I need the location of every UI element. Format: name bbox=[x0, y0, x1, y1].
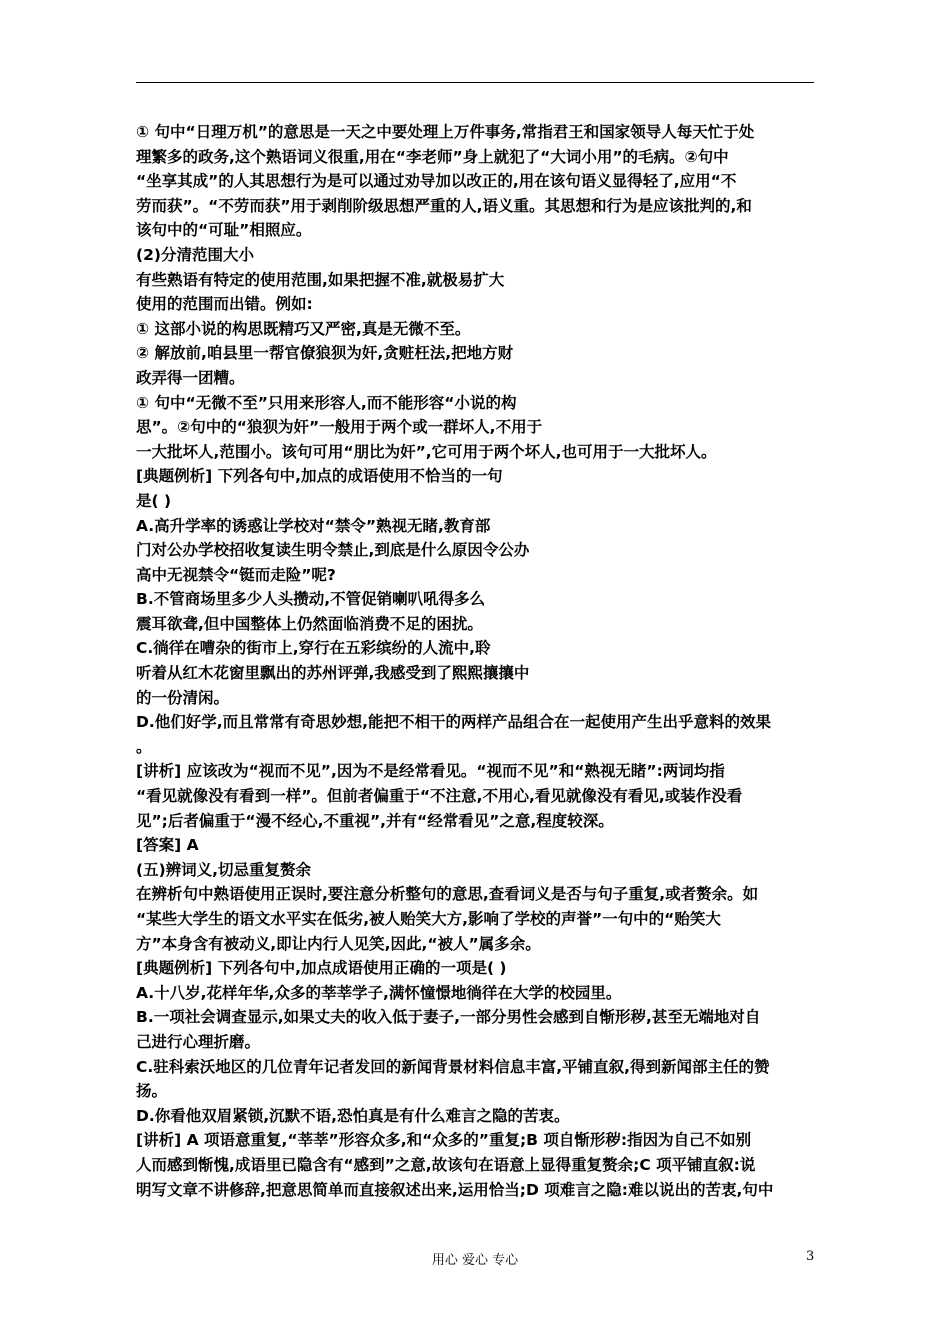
text-line: ① 这部小说的构思既精巧又严密,真是无微不至。 bbox=[136, 319, 471, 338]
text-line: [典题例析] 下列各句中,加点成语使用正确的一项是( ) bbox=[136, 959, 507, 978]
document-body bbox=[136, 120, 816, 1202]
text-line: B.不管商场里多少人头攒动,不管促销喇叭吼得多么 bbox=[136, 590, 486, 609]
text-line: 方”本身含有被动义,即让内行人见笑,因此,“被人”属多余。 bbox=[136, 934, 541, 953]
text-line: 劳而获”。“不劳而获”用于剥削阶级思想严重的人,语义重。其思想和行为是应该批判的,和 bbox=[136, 196, 752, 215]
text-line: 思”。②句中的“狼狈为奸”一般用于两个或一群坏人,不用于 bbox=[136, 418, 543, 437]
text-line: 明写文章不讲修辞,把意思简单而直接叙述出来,运用恰当;D 项难言之隐:难以说出的苦衷,句中 bbox=[136, 1180, 774, 1199]
text-line: 的一份清闲。 bbox=[136, 688, 230, 707]
text-line: 见”;后者偏重于“漫不经心,不重视”,并有“经常看见”之意,程度较深。 bbox=[136, 811, 614, 830]
text-line: 。 bbox=[136, 737, 152, 756]
text-line: 高中无视禁令“铤而走险”呢? bbox=[136, 565, 336, 584]
text-line: C.驻科索沃地区的几位青年记者发回的新闻背景材料信息丰富,平铺直叙,得到新闻部主任的赞 bbox=[136, 1057, 770, 1076]
text-line: 己进行心理折磨。 bbox=[136, 1032, 261, 1051]
text-line: 理繁多的政务,这个熟语词义很重,用在“李老师”身上就犯了“大词小用”的毛病。②句中 bbox=[136, 147, 729, 166]
text-line: 人而感到惭愧,成语里已隐含有“感到”之意,故该句在语意上显得重复赘余;C 项平铺直叙:说 bbox=[136, 1155, 756, 1174]
text-line: “某些大学生的语文水平实在低劣,被人贻笑大方,影响了学校的声誉”一句中的“贻笑大 bbox=[136, 910, 721, 928]
header-rule bbox=[136, 82, 814, 83]
text-line: 使用的范围而出错。例如: bbox=[136, 295, 313, 314]
text-line: A.高升学率的诱惑让学校对“禁令”熟视无睹,教育部 bbox=[136, 516, 491, 535]
text-line: 是( ) bbox=[136, 491, 172, 510]
text-line: [典题例析] 下列各句中,加点的成语使用不恰当的一句 bbox=[136, 467, 503, 486]
text-line: C.徜徉在嘈杂的街市上,穿行在五彩缤纷的人流中,聆 bbox=[136, 639, 491, 658]
text-line: D.你看他双眉紧锁,沉默不语,恐怕真是有什么难言之隐的苦衷。 bbox=[136, 1106, 570, 1125]
text-line: 扬。 bbox=[136, 1082, 168, 1101]
text-line: 门对公办学校招收复读生明令禁止,到底是什么原因令公办 bbox=[136, 541, 530, 560]
text-line: “坐享其成”的人其思想行为是可以通过劝导加以改正的,用在该句语义显得轻了,应用“不 bbox=[136, 172, 737, 191]
text-line: [讲析] 应该改为“视而不见”,因为不是经常看见。“视而不见”和“熟视无睹”:两词均指 bbox=[136, 762, 725, 781]
text-line: 在辨析句中熟语使用正误时,要注意分析整句的意思,查看词义是否与句子重复,或者赘余。如 bbox=[136, 885, 759, 904]
text-line: ② 解放前,咱县里一帮官僚狼狈为奸,贪赃枉法,把地方财 bbox=[136, 344, 514, 363]
text-line: B.一项社会调查显示,如果丈夫的收入低于妻子,一部分男性会感到自惭形秽,甚至无端地对自 bbox=[136, 1008, 761, 1027]
page-number: 3 bbox=[806, 1249, 815, 1264]
text-line: [答案] A bbox=[136, 836, 199, 855]
text-line: D.他们好学,而且常常有奇思妙想,能把不相干的两样产品组合在一起使用产生出乎意料的效果 bbox=[136, 713, 772, 732]
text-line: 该句中的“可耻”相照应。 bbox=[136, 221, 312, 240]
text-line: (五)辨词义,切忌重复赘余 bbox=[136, 860, 312, 879]
text-line: 震耳欲聋,但中国整体上仍然面临消费不足的困扰。 bbox=[136, 614, 483, 633]
text-line: (2)分清范围大小 bbox=[136, 245, 254, 264]
text-line: ① 句中“日理万机”的意思是一天之中要处理上万件事务,常指君王和国家领导人每天忙于处 bbox=[136, 123, 755, 141]
text-line: 政弄得一团糟。 bbox=[136, 368, 245, 387]
text-line: “看见就像没有看到一样”。但前者偏重于“不注意,不用心,看见就像没有看见,或装作没看 bbox=[136, 787, 743, 806]
text-line: [讲析] A 项语意重复,“莘莘”形容众多,和“众多的”重复;B 项自惭形秽:指因为自己不如别 bbox=[136, 1131, 752, 1150]
text-line: 听着从红木花窗里飘出的苏州评弹,我感受到了熙熙攘攘中 bbox=[136, 664, 530, 683]
text-line: 一大批坏人,范围小。该句可用“朋比为奸”,它可用于两个坏人,也可用于一大批坏人。 bbox=[136, 442, 717, 461]
text-line: A.十八岁,花样年华,众多的莘莘学子,满怀憧憬地徜徉在大学的校园里。 bbox=[136, 983, 622, 1002]
text-line: ① 句中“无微不至”只用来形容人,而不能形容“小说的构 bbox=[136, 393, 517, 412]
footer-slogan: 用心 爱心 专心 bbox=[431, 1253, 519, 1268]
text-line: 有些熟语有特定的使用范围,如果把握不准,就极易扩大 bbox=[136, 270, 505, 289]
